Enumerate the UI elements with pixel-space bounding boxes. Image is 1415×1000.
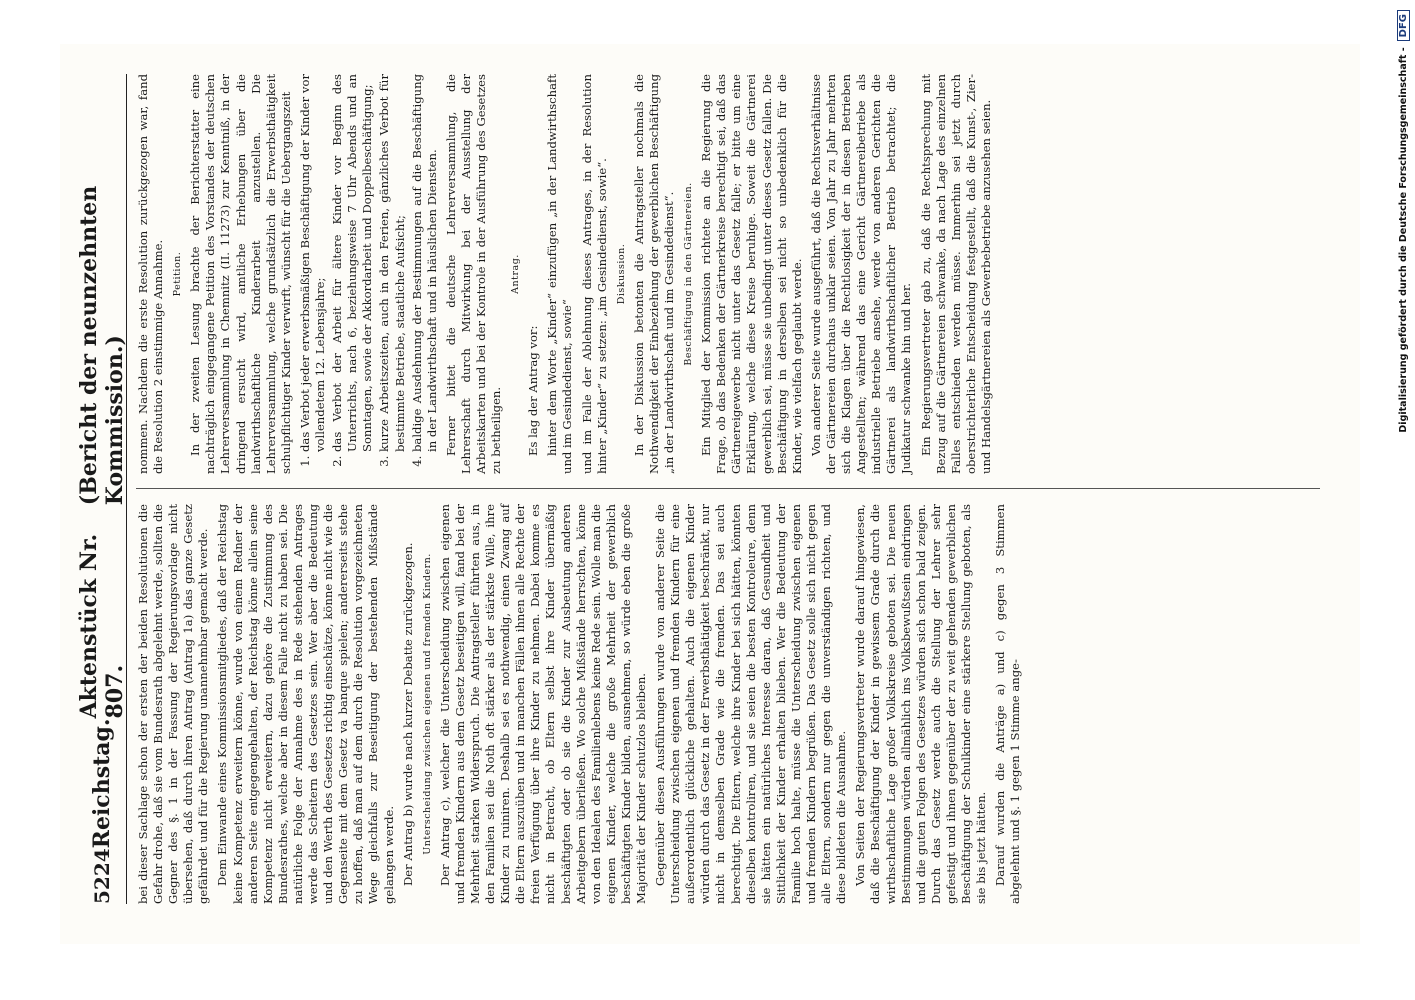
- header-left-title: Reichstag.: [89, 718, 115, 849]
- digitization-credit: [1367, 8, 1409, 998]
- paragraph: Darauf wurden die Anträge a) und c) gegen 3 Stimmen abgelehnt und §. 1 gegen 1 Stimme ange-: [993, 504, 1023, 904]
- section-subheading: Diskussion.: [615, 243, 627, 305]
- header-right-title: (Bericht der neunzehnten Kommission.): [76, 185, 128, 506]
- paragraph: hinter dem Worte „Kinder“ einzufügen „in der Landwirthschaft und im Gesindedienst, sowie“: [545, 74, 575, 474]
- header-rule: [126, 74, 127, 904]
- dfg-logo: DFG: [1397, 10, 1410, 41]
- paragraph: Ferner bittet die deutsche Lehrerversammlung, die Lehrerschaft durch Mitwirkung bei der Ausstellung der Arbeitskarten und bei der Kontrole in der Ausführung des Gesetzes zu betheiligen.: [443, 74, 504, 474]
- right-column: [136, 74, 1330, 474]
- left-column: [136, 504, 1330, 904]
- paragraph: und im Falle der Ablehnung dieses Antrages, in der Resolution hinter „Kinder“ zu setzen: „im Gesindedienst, sowie“.: [579, 74, 609, 474]
- credit-text: Digitalisierung gefördert durch die Deutsche Forschungsgemeinschaft -: [1397, 47, 1409, 433]
- paragraph: bei dieser Sachlage schon der ersten der beiden Resolutionen die Gefahr drohe, daß sie vom Bundesrath abgelehnt werde, sollten die Gegner des §. 1 in der Fassung der Regierungsvorlage nicht übersehen, daß durch ihren Antrag (Antrag 1a) das ganze Gesetz gefährdet und für die Regierung unannehmbar gemacht werde.: [136, 504, 211, 904]
- petition-list: [298, 74, 440, 474]
- list-item: 1. das Verbot jeder erwerbsmäßigen Beschäftigung der Kinder vor vollendetem 12. Lebensjahre;: [298, 74, 328, 452]
- running-header: [76, 74, 128, 904]
- paragraph: nommen. Nachdem die erste Resolution zurückgezogen war, fand die Resolution 2 einstimmige Annahme.: [136, 74, 166, 474]
- paragraph: In der Diskussion betonten die Antragsteller nochmals die Nothwendigkeit der Einbeziehung der gewerblichen Beschäftigung „in der Landwirthschaft und im Gesindedienst“.: [631, 74, 676, 474]
- paragraph: Dem Einwande eines Kommissionsmitgliedes, daß der Reichstag keine Kompetenz erweitern könne, wurde von einem Redner der anderen Seite entgegengehalten, der Reichstag könne allein seine Kompetenz nicht erweitern, dazu gehöre die Zustimmung des Bundesrathes, welche aber in diesem Falle nicht zu haben sei. Die natürliche Folge der Annahme des in Rede stehenden Antrages werde das Scheitern des Gesetzes sein. Wer aber die Bedeutung und den Werth des Gesetzes richtig einschätze, könne nicht wie die Gegenseite mit dem Gesetz va banque spielen; andererseits stehe zu hoffen, daß man auf dem durch die Resolution vorgezeichneten Wege gleichfalls zur Beseitigung der bestehenden Mißstände gelangen werde.: [215, 504, 396, 904]
- section-subheading: Unterscheidung zwischen eigenen und fremden Kindern.: [421, 553, 433, 855]
- paragraph: Der Antrag c), welcher die Unterscheidung zwischen eigenen und fremden Kindern aus dem Gesetz beseitigen will, fand bei der Mehrheit starken Widerspruch. Die Antragsteller führten aus, in den Familien sei die Noth oft stärker als der stärkste Wille, ihre Kinder zu ruiniren. Deshalb sei es nothwendig, einen Zwang auf die Eltern auszuüben und in manchen Fällen ihnen alle Rechte der freien Verfügung über ihre Kinder zu nehmen. Dabei komme es nicht in Betracht, ob Eltern selbst ihre Kinder übermäßig beschäftigten oder ob sie die Kinder zur Ausbeutung anderen Arbeitgebern überließen. Wo solche Mißstände herrschten, könne von den Idealen des Familienlebens keine Rede sein. Wolle man die eigenen Kinder, welche die große Mehrheit der gewerblich beschäftigten Kinder bilden, ausnehmen, so würde eben die große Majorität der Kinder schutzlos bleiben.: [437, 504, 648, 904]
- paragraph: Es lag der Antrag vor:: [526, 325, 541, 456]
- page-number: 5224: [90, 848, 114, 904]
- paragraph: Von Seiten der Regierungsvertreter wurde darauf hingewiesen, daß die Beschäftigung der Kinder in gewissem Grade durch die wirthschaftliche Lage großer Volkskreise geboten sei. Die neuen Bestimmungen würden allmählich ins Volksbewußtsein eindringen und die guten Folgen des Gesetzes würden sich schon bald zeigen. Durch das Gesetz werde auch die Stellung der Lehrer sehr gefestigt und ihnen gegenüber der zu weit gehenden gewerblichen Beschäftigung der Schulkinder eine stärkere Stellung geboten, als sie bis jetzt hätten.: [853, 504, 989, 904]
- list-item: 2. das Verbot der Arbeit für ältere Kinder vor Beginn des Unterrichts, nach 6, beziehungsweise 7 Uhr Abends und an Sonntagen, sowie der Akkordarbeit und Doppelbeschäftigung;: [330, 74, 375, 452]
- header-center-title: Aktenstück Nr. 807.: [76, 533, 128, 719]
- column-divider: [136, 488, 1320, 489]
- paragraph: Ein Regierungsvertreter gab zu, daß die Rechtsprechung mit Bezug auf die Gärtnereien schwanke, da nach Lage des einzelnen Falles entschieden werden müsse. Immerhin sei jetzt durch oberstrichterliche Entscheidung festgestellt, daß die Kunst-, Zier- und Handelsgärtnereien als Gewerbebetriebe anzusehen seien.: [918, 74, 993, 474]
- paragraph: Gegenüber diesen Ausführungen wurde von anderer Seite die Unterscheidung zwischen eigenen und fremden Kindern für eine außerordentlich glückliche gehalten. Auch die eigenen Kinder würden durch das Gesetz in der Erwerbsthätigkeit beschränkt, nur nicht in demselben Grade wie die fremden. Das sei auch berechtigt. Die Eltern, welche ihre Kinder bei sich hätten, könnten dieselben kontroliren, und sie seien die besten Kontroleure, denn sie hätten ein natürliches Interesse daran, daß Gesundheit und Sittlichkeit der Kinder erhalten blieben. Wer die Bedeutung der Familie hoch halte, müsse die Unterscheidung zwischen eigenen und fremden Kindern begrüßen. Das Gesetz solle sich nicht gegen alle Eltern, sondern nur gegen die unverständigen richten, und diese bildeten die Ausnahme.: [653, 504, 849, 904]
- paragraph: Von anderer Seite wurde ausgeführt, daß die Rechtsverhältnisse der Gärtnereien durchaus unklar seien. Von Jahr zu Jahr mehrten sich die Klagen über die Rechtlosigkeit der in diesen Betrieben Angestellten; während das eine Gericht Gärtnereibetriebe als industrielle Betriebe ansehe, werde von anderen Gerichten die Gärtnerei als landwirthschaftlicher Betrieb betrachtet; die Judikatur schwanke hin und her.: [808, 74, 914, 474]
- list-item: 3. kurze Arbeitszeiten, auch in den Ferien, gänzliches Verbot für bestimmte Betriebe, staatliche Aufsicht;: [377, 74, 407, 452]
- section-subheading: Beschäftigung in den Gärtnereien.: [683, 182, 695, 366]
- rotated-sheet: [60, 44, 1360, 944]
- paragraph: Der Antrag b) wurde nach kurzer Debatte zurückgezogen.: [400, 542, 415, 886]
- scanned-page: [60, 44, 1360, 944]
- section-subheading: Petition.: [172, 251, 184, 297]
- paragraph: Ein Mitglied der Kommission richtete an die Regierung die Frage, ob das Bedenken der Gärtnerkreise berechtigt sei, daß das Gärtnereigewerbe nicht unter das Gesetz falle; er bitte um eine Erklärung, welche diese Kreise beruhige. Soweit die Gärtnerei gewerblich sei, müsse sie unbedingt unter dieses Gesetz fallen. Die Beschäftigung in derselben sei nicht so unbedenklich für die Kinder, wie vielfach geglaubt werde.: [699, 74, 804, 474]
- list-item: 4. baldige Ausdehnung der Bestimmungen auf die Beschäftigung in der Landwirthschaft und in häuslichen Diensten.: [410, 74, 440, 452]
- section-subheading: Antrag.: [510, 254, 522, 294]
- paragraph: In der zweiten Lesung brachte der Berichterstatter eine nachträglich eingegangene Petition des Vorstandes der deutschen Lehrerversammlung in Chemnitz (II. 11273) zur Kenntniß, in der dringend ersucht wird, amtliche Erhebungen über die landwirthschaftliche Kinderarbeit anzustellen. Die Lehrerversammlung, welche grundsätzlich die Erwerbsthätigkeit schulpflichtiger Kinder verwirft, wünscht für die Uebergangszeit: [188, 74, 293, 474]
